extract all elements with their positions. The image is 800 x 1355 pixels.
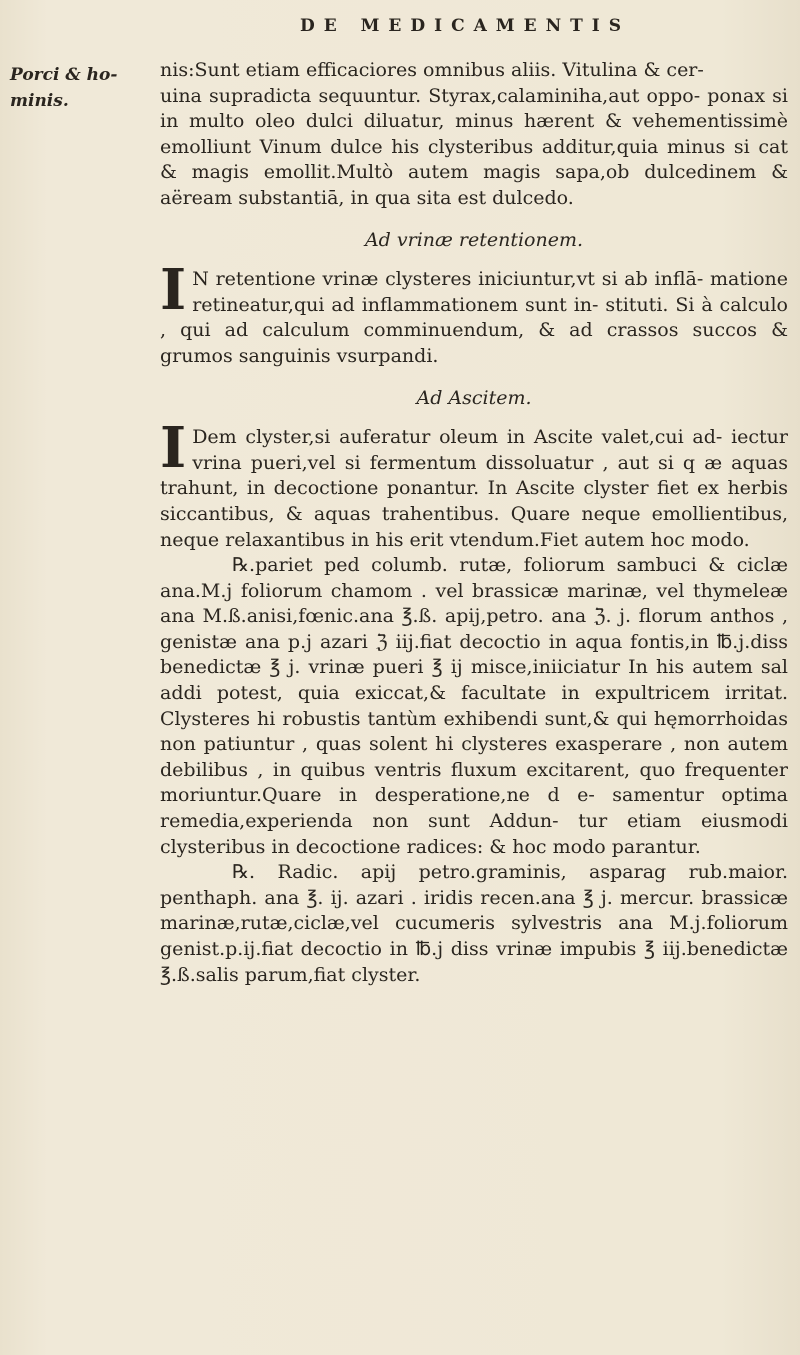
paragraph-urine-retention: IN retentione vrinæ clysteres iniciuntur,vt si ab inflā- matione retineatur,qui ad inflammationem sunt in- stituti. Si à calculo , qui ad calculum comminuendum, & ad crassos succos & grumos sanguinis vsurpandi. xyxy=(160,257,788,367)
paragraph-1-first-line: nis:Sunt etiam efficaciores omnibus aliis. Vitulina & cer- xyxy=(160,59,704,81)
paragraph-ascites: IDem clyster,si auferatur oleum in Ascite valet,cui ad- iectur vrina pueri,vel si fermentum dissoluatur , aut si q æ aquas trahunt, in decoctione ponantur. In Ascite clyster fiet ex herbis siccantibus, & aquas trahentibus. Quare neque emollientibus, neque relaxantibus in his erit vtendum.Fiet autem hoc modo. xyxy=(160,415,788,551)
margin-note-line-2: minis. xyxy=(10,91,69,111)
margin-note-line-1: Porci & ho- xyxy=(10,65,118,85)
section-heading-ascites: Ad Ascitem. xyxy=(416,386,532,409)
recipe-paragraph-2: ℞. Radic. apij petro.graminis, asparag rub.maior. penthaph. ana ℥. ij. azari . iridis recen.ana ℥ j. mercur. brassicæ marinæ,rutæ,ciclæ,vel cucumeris sylvestris ana M.j.foliorum genist.p.ij.fiat decoctio in ℔.j diss vrinæ impubis ℥ iij.benedictæ ℥.ß.salis parum,fiat clyster. xyxy=(160,861,788,986)
page-body xyxy=(160,58,788,988)
recipe-paragraph-1: ℞.pariet ped columb. rutæ, foliorum sambuci & ciclæ ana.M.j foliorum chamom . vel brassicæ marinæ, vel thymeleæ ana M.ß.anisi,fœnic.ana ℥.ß. apij,petro. ana ℨ. j. florum anthos , genistæ ana p.j azari ℨ iij.fiat decoctio in aqua fontis,in ℔.j.diss benedictæ ℥ j. vrinæ pueri ℥ ij misce,iniiciatur In his autem sal addi potest, quia exiccat,& facultate in expultricem irritat. Clysteres hi robustis tantùm exhibendi sunt,& qui hęmorrhoidas non patiuntur , quas solent hi clysteres exasperare , non autem debilibus , in quibus ventris fluxum excitarent, quo frequenter moriuntur.Quare in desperatione,ne d e- samentur optima remedia,experienda non sunt Addun- tur etiam eiusmodi clysteribus in decoctione radices: & hoc modo parantur. xyxy=(160,554,788,858)
margin-note xyxy=(10,62,150,114)
section-heading-urine-retention: Ad vrinæ retentionem. xyxy=(364,228,584,251)
paragraph-1: uina supradicta sequuntur. Styrax,calaminiha,aut oppo- ponax si in multo oleo dulci diluatur, minus hærent & vehementissimè emolliunt Vinum dulce his clysteribus additur,quia minus si cat & magis emollit.Multò autem magis sapa,ob dulcedinem & aëream substantiā, in qua sita est dulcedo. xyxy=(160,84,788,209)
running-header: DE MEDICAMENTIS xyxy=(300,16,631,36)
